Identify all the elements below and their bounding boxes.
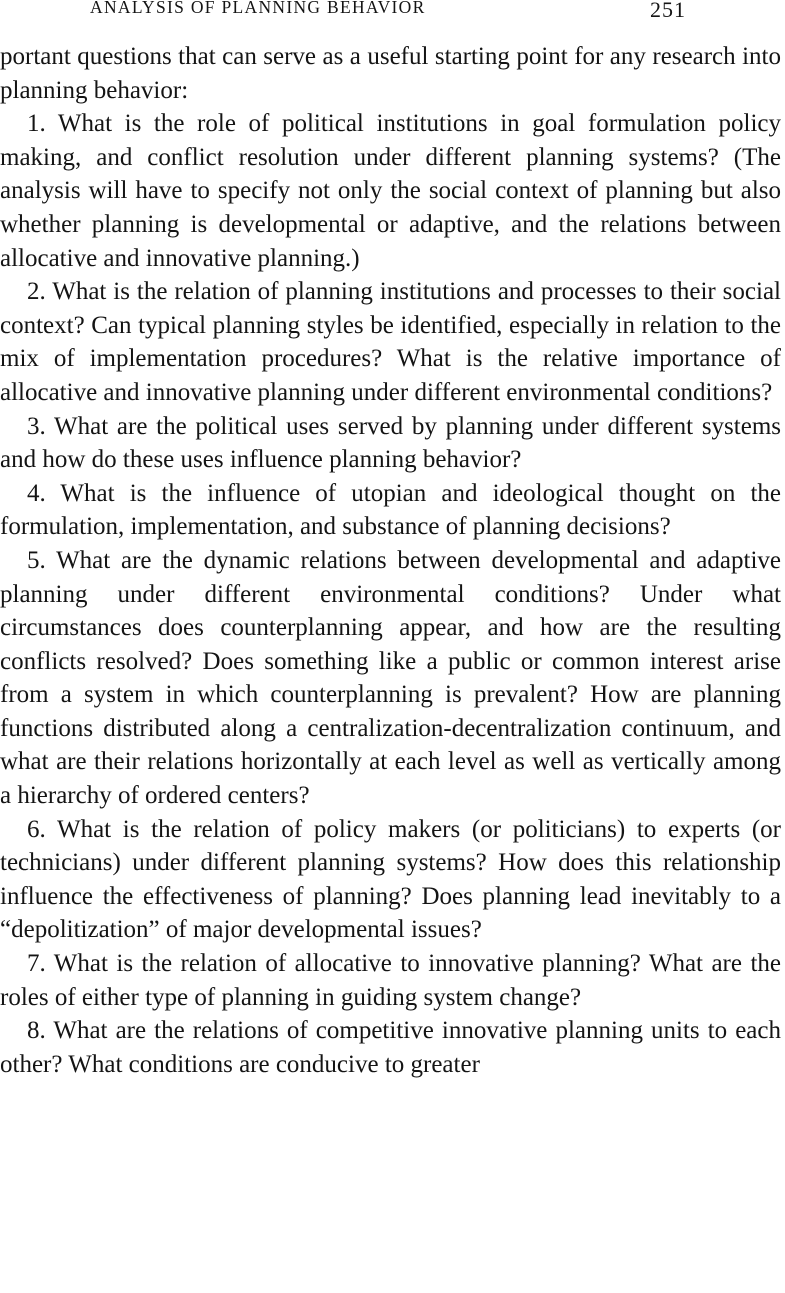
running-title: ANALYSIS OF PLANNING BEHAVIOR (90, 0, 426, 17)
running-head (0, 0, 785, 21)
page-number: 251 (650, 0, 686, 22)
question-4: 4. What is the influence of utopian and ideological thought on the formulation, implementation, and substance of planning decisions? (0, 479, 781, 541)
question-1: 1. What is the role of political institutions in goal formulation policy making, and conflict resolution under different planning systems? (The analysis will have to specify not only the social context of planning but also whether planning is developmental or adaptive, and the relations between allocative and innovative planning.) (0, 110, 781, 272)
question-5: 5. What are the dynamic relations between developmental and adaptive planning under different environmental conditions? Under what circumstances does counterplanning appear, and how are the resulting conflicts resolved? Does something like a public or common interest arise from a system in which counterplanning is prevalent? How are planning functions distributed along a centralization-decentralization continuum, and what are their relations horizontally at each level as well as vertically among a hierarchy of ordered centers? (0, 546, 781, 810)
question-2: 2. What is the relation of planning institutions and processes to their social context? Can typical planning styles be identified, especially in relation to the mix of implementation procedures? What is the relative importance of allocative and innovative planning under different environmental conditions? (0, 278, 781, 406)
question-6: 6. What is the relation of policy makers (or politicians) to experts (or technicians) under different planning systems? How does this relationship influence the effectiveness of planning? Does planning lead inevitably to a “depolitization” of major developmental issues? (0, 815, 781, 944)
question-8: 8. What are the relations of competitive innovative planning units to each other? What conditions are conducive to greater (0, 1017, 781, 1078)
paragraph-continuation: portant questions that can serve as a useful starting point for any research into planning behavior: (0, 43, 781, 104)
body-text (0, 40, 781, 1081)
question-7: 7. What is the relation of allocative to innovative planning? What are the roles of either type of planning in guiding system change? (0, 950, 781, 1011)
question-3: 3. What are the political uses served by planning under different systems and how do these uses influence planning behavior? (0, 412, 781, 474)
